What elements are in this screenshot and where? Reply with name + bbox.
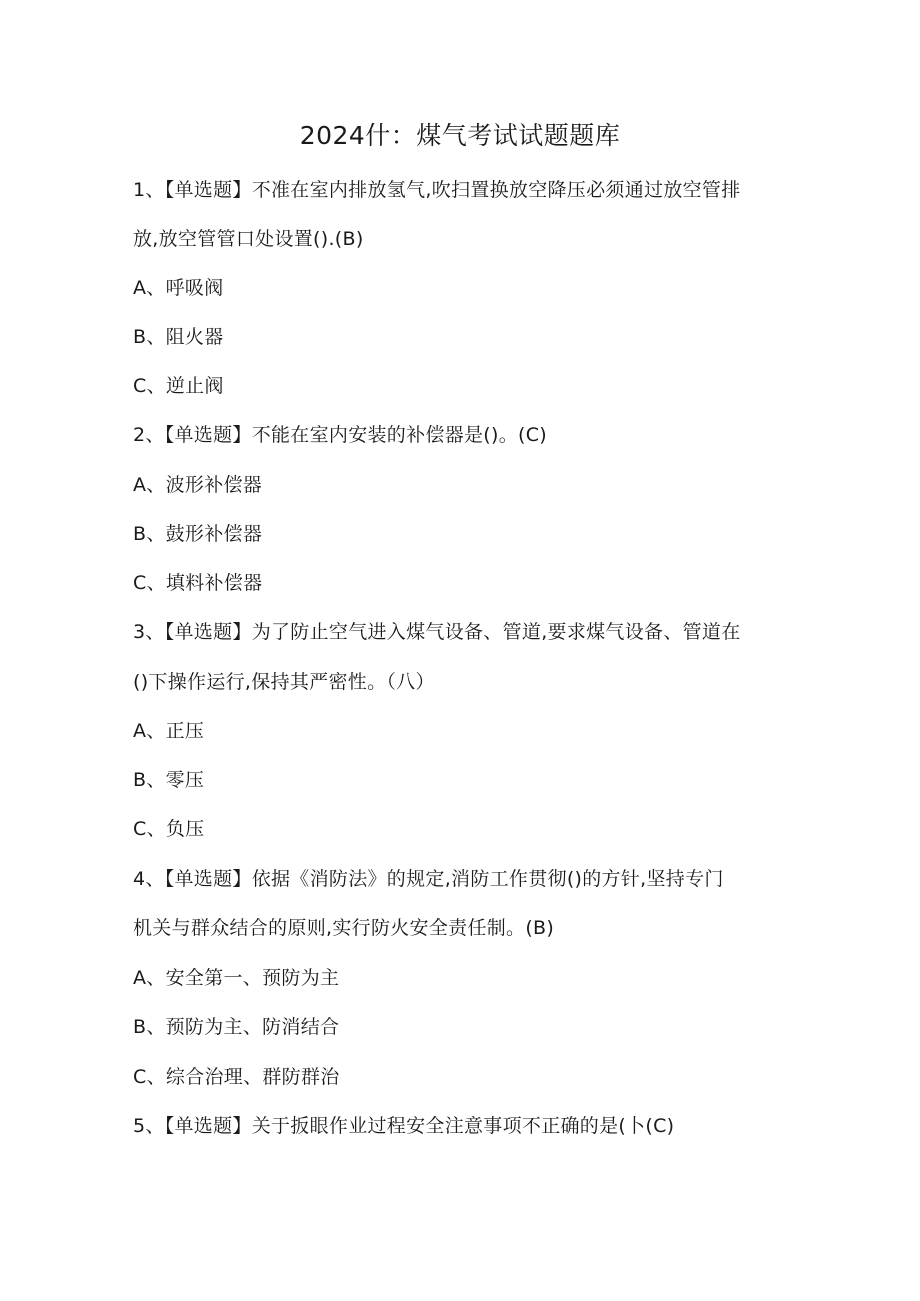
question-4-option-a: A、安全第一、预防为主 bbox=[133, 967, 340, 989]
question-3-option-b: B、零压 bbox=[133, 769, 205, 791]
question-2-option-a: A、波形补偿器 bbox=[133, 474, 263, 496]
question-1-option-b: B、阻火器 bbox=[133, 326, 224, 348]
question-3-stem-line-2: ()下操作运行,保持其严密性。（八） bbox=[133, 671, 435, 693]
question-1-option-c: C、逆止阀 bbox=[133, 375, 224, 397]
question-3-option-a: A、正压 bbox=[133, 720, 205, 742]
question-1-stem-line-2: 放,放空管管口处设置().(B) bbox=[133, 228, 364, 250]
question-2-option-b: B、鼓形补偿器 bbox=[133, 523, 263, 545]
question-2-stem-line-1: 2、【单选题】不能在室内安装的补偿器是()。(C) bbox=[133, 424, 548, 446]
question-5-stem-line-1: 5、【单选题】关于扳眼作业过程安全注意事项不正确的是(卜(C) bbox=[133, 1115, 675, 1137]
question-4-stem-line-1: 4、【单选题】依据《消防法》的规定,消防工作贯彻()的方针,坚持专门 bbox=[133, 868, 724, 890]
question-1-stem-line-1: 1、【单选题】不准在室内排放氢气,吹扫置换放空降压必须通过放空管排 bbox=[133, 179, 741, 201]
question-2-option-c: C、填料补偿器 bbox=[133, 572, 263, 594]
question-4-option-c: C、综合治理、群防群治 bbox=[133, 1066, 340, 1088]
question-1-option-a: A、呼吸阀 bbox=[133, 277, 224, 299]
question-4-option-b: B、预防为主、防消结合 bbox=[133, 1016, 340, 1038]
document-title: 2024什：煤气考试试题题库 bbox=[299, 121, 621, 150]
question-3-stem-line-1: 3、【单选题】为了防止空气进入煤气设备、管道,要求煤气设备、管道在 bbox=[133, 621, 741, 643]
question-3-option-c: C、负压 bbox=[133, 818, 205, 840]
question-4-stem-line-2: 机关与群众结合的原则,实行防火安全责任制。(B) bbox=[133, 917, 555, 939]
